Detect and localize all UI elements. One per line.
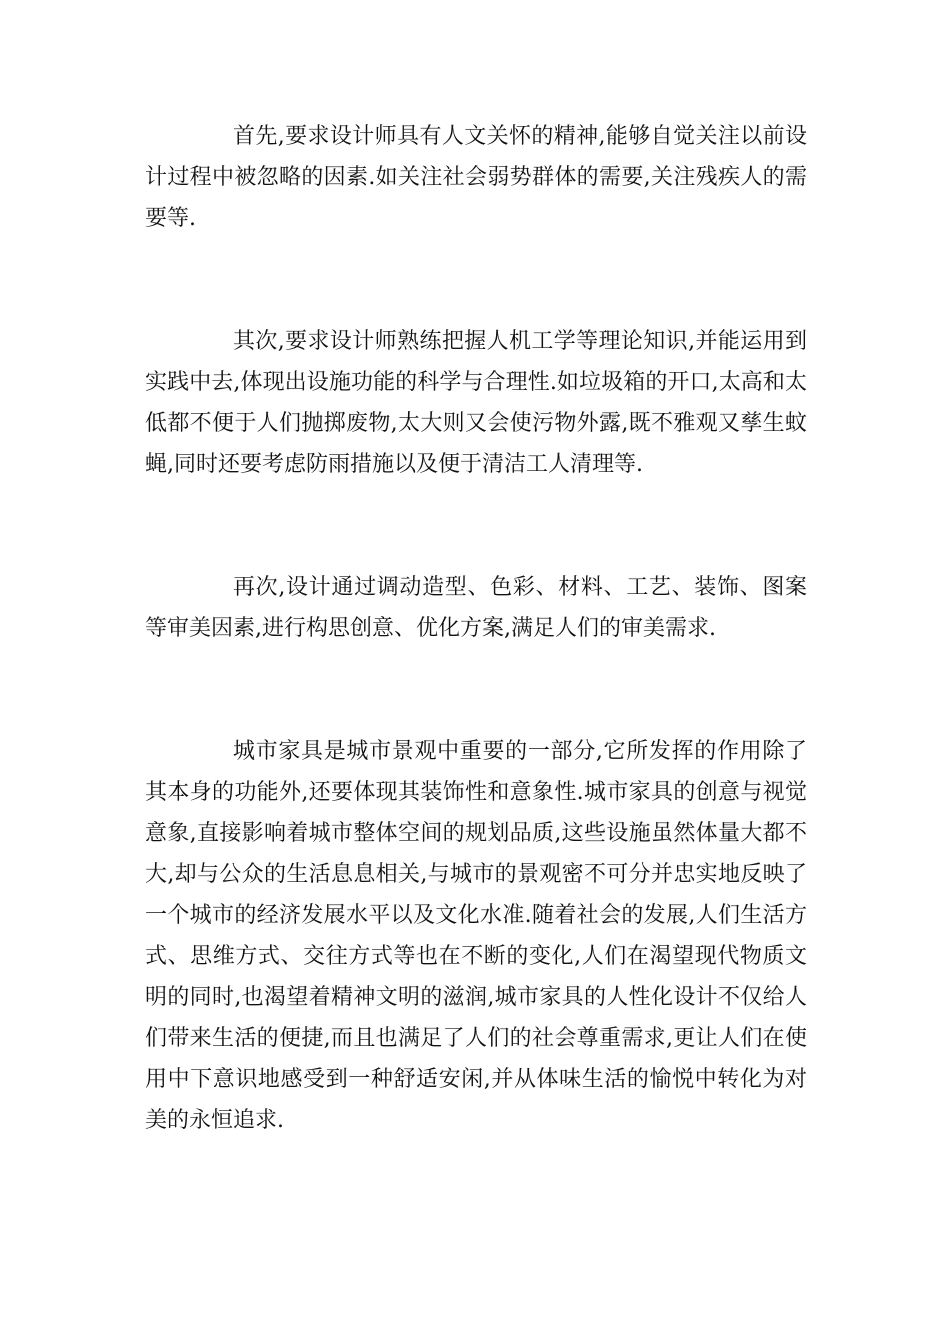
paragraph-1: 首先,要求设计师具有人文关怀的精神,能够自觉关注以前设计过程中被忽略的因素.如关注社会弱势群体的需要,关注残疾人的需要等. [145, 124, 807, 231]
paragraph-4: 城市家具是城市景观中重要的一部分,它所发挥的作用除了其本身的功能外,还要体现其装饰性和意象性.城市家具的创意与视觉意象,直接影响着城市整体空间的规划品质,这些设施虽然体量大都不大,却与公众的生活息息相关,与城市的景观密不可分并忠实地反映了一个城市的经济发展水平以及文化水准.随着社会的发展,人们生活方式、思维方式、交往方式等也在不断的变化,人们在渴望现代物质文明的同时,也渴望着精神文明的滋润,城市家具的人性化设计不仅给人们带来生活的便捷,而且也满足了人们的社会尊重需求,更让人们在使用中下意识地感受到一种舒适安闲,并从体味生活的愉悦中转化为对美的永恒追求. [145, 739, 807, 1133]
paragraph-3: 再次,设计通过调动造型、色彩、材料、工艺、装饰、图案等审美因素,进行构思创意、优化方案,满足人们的审美需求. [145, 575, 807, 641]
paragraph-2: 其次,要求设计师熟练把握人机工学等理论知识,并能运用到实践中去,体现出设施功能的科学与合理性.如垃圾箱的开口,太高和太低都不便于人们抛掷废物,太大则又会使污物外露,既不雅观又孳生蚊蝇,同时还要考虑防雨措施以及便于清洁工人清理等. [145, 329, 807, 477]
document-body [145, 116, 807, 1141]
